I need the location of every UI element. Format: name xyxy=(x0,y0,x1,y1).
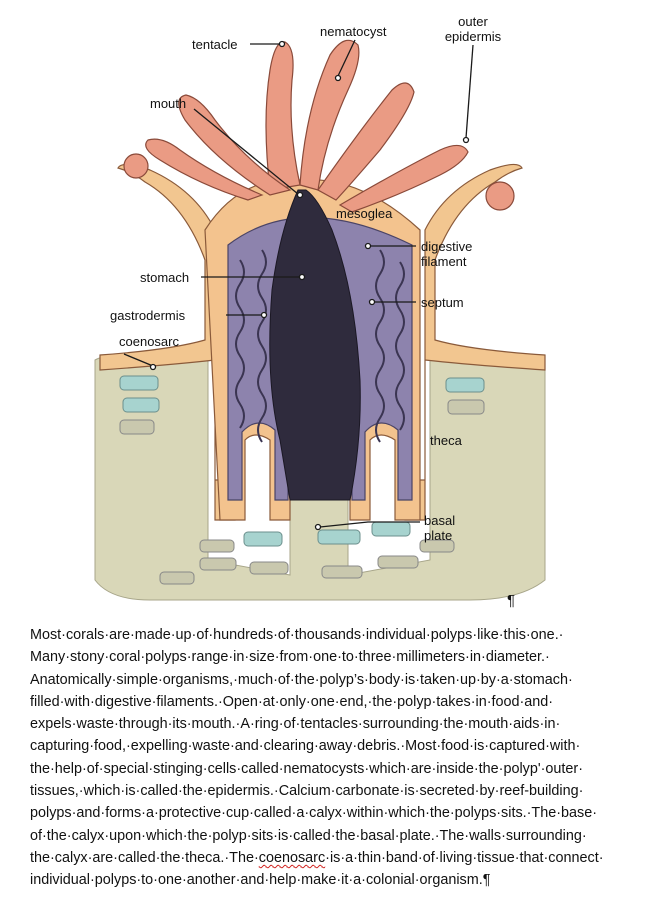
paragraph-line: Most·corals·are·made·up·of·hundreds·of·thousands·individual·polyps·like·this·one.· xyxy=(30,627,564,643)
body-paragraph[interactable] xyxy=(30,624,628,892)
spelling-error-word[interactable]: coenosarc xyxy=(258,849,326,866)
paragraph-line: expels·waste·through·its·mouth.·A·ring·of·tentacles·surrounding·the·mouth·aids·in· xyxy=(30,716,561,733)
label-outer-epidermis-line2: epidermis xyxy=(444,29,502,44)
paragraph-line: Anatomically·simple·organisms,·much·of·the·polyp’s·body·is·taken·up·by·a·stomach· xyxy=(30,671,573,688)
paragraph-line: the·help·of·special·stinging·cells·called·nematocysts·which·are·inside·the·polyp'·outer· xyxy=(30,760,584,777)
label-digestive-filament-line2: filament xyxy=(421,254,467,269)
label-coenosarc: coenosarc xyxy=(119,334,179,349)
paragraph-line: filled·with·digestive·filaments.·Open·at·only·one·end,·the·polyp·takes·in·food·and· xyxy=(30,693,554,710)
label-basal-plate-line2: plate xyxy=(424,528,453,543)
label-septum: septum xyxy=(421,295,464,310)
label-mesoglea: mesoglea xyxy=(336,206,393,221)
paragraph-mark: ¶ xyxy=(507,592,516,609)
label-tentacle: tentacle xyxy=(192,37,238,52)
tentacles xyxy=(124,40,514,212)
paragraph-line: tissues,·which·is·called·the·epidermis.·Calcium·carbonate·is·secreted·by·reef-building· xyxy=(30,783,584,800)
paragraph-line: Many·stony·coral·polyps·range·in·size·from·one·to·three·millimeters·in·diameter.· xyxy=(30,649,550,666)
label-theca: theca xyxy=(430,433,462,448)
paragraph-line xyxy=(30,847,628,869)
paragraph-line: capturing·food,·expelling·waste·and·clearing·away·debris.·Most·food·is·captured·with· xyxy=(30,738,581,755)
paragraph-text: ·is·a·thin·band·of·living·tissue·that·connect· xyxy=(325,849,604,866)
label-stomach: stomach xyxy=(140,270,190,285)
label-gastrodermis: gastrodermis xyxy=(110,308,186,323)
label-nematocyst: nematocyst xyxy=(320,24,387,39)
paragraph-line: of·the·calyx·upon·which·the·polyp·sits·is·called·the·basal·plate.·The·walls·surrounding· xyxy=(30,827,587,844)
paragraph-text: the·calyx·are·called·the·theca.·The· xyxy=(30,849,259,866)
paragraph-line: polyps·and·forms·a·protective·cup·called·a·calyx·within·which·the·polyps·sits.·The·base· xyxy=(30,805,598,822)
label-mouth: mouth xyxy=(150,96,187,111)
label-basal-plate-line1: basal xyxy=(424,513,456,528)
paragraph-line: individual·polyps·to·one·another·and·help·make·it·a·colonial·organism.¶ xyxy=(30,872,491,889)
label-digestive-filament-line1: digestive xyxy=(421,239,473,254)
label-outer-epidermis-line1: outer xyxy=(458,14,488,29)
